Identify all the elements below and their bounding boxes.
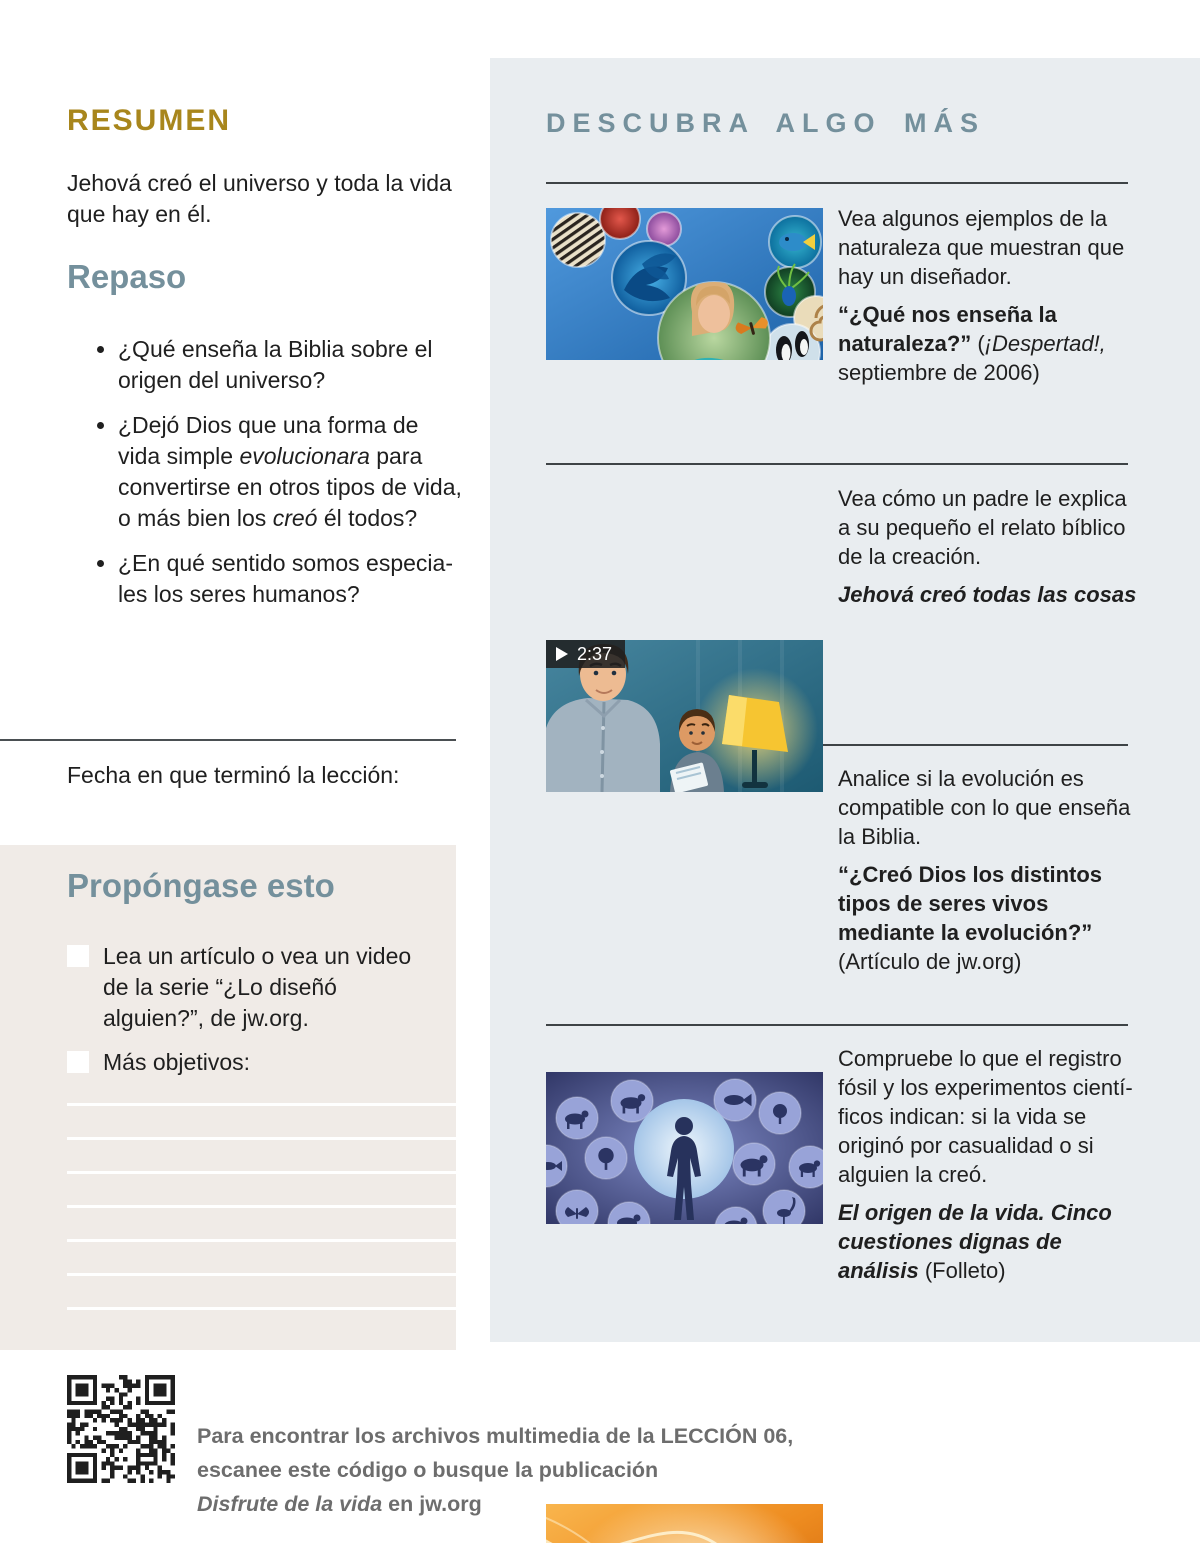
write-line[interactable] <box>67 1239 456 1242</box>
media-item-text <box>838 764 1140 985</box>
goals-heading: Propóngase esto <box>67 867 335 904</box>
media-title: El origen de la vida. Cinco cuestiones dignas de análisis (Folleto) <box>838 1200 1112 1283</box>
goal-label: Lea un artículo o vea un video de la serie “¿Lo diseñó alguien?”, de jw.org. <box>103 943 412 1031</box>
duration-badge <box>546 640 625 668</box>
repaso-item: • ¿En qué sentido somos especiales los seres humanos? <box>118 548 466 610</box>
media-item-text <box>838 1044 1140 1294</box>
discover-panel <box>490 58 1200 1342</box>
write-lines <box>67 1103 456 1341</box>
nature-thumbnail[interactable] <box>546 208 823 360</box>
discover-divider <box>546 182 1128 184</box>
qr-caption-line: Para encontrar los archivos multimedia de la LECCIÓN 06, <box>197 1424 794 1448</box>
summary-text: Jehová creó el universo y toda la vida que hay en él. <box>67 170 452 227</box>
repaso-list <box>67 334 466 624</box>
media-reference: “¿Qué nos enseña la naturaleza?” (¡Despertad!, septiembre de 2006) <box>838 302 1106 385</box>
write-line[interactable] <box>67 1137 456 1140</box>
media-desc: Compruebe lo que el registro fósil y los experimentos científicos indican: si la vida se originó por casualidad o si alguien la creó. <box>838 1046 1133 1187</box>
write-line[interactable] <box>67 1103 456 1106</box>
media-desc: Analice si la evolución es compatible con lo que enseña la Biblia. <box>838 766 1131 849</box>
repaso-item: • ¿Qué enseña la Biblia sobre el origen del universo? <box>118 334 466 396</box>
goals-panel <box>0 845 456 1350</box>
write-line[interactable] <box>67 1273 456 1276</box>
media-item-text <box>838 204 1140 396</box>
media-item-text <box>838 484 1140 618</box>
duration-label: 2:37 <box>577 643 613 664</box>
media-title: Jehová creó todas las cosas <box>838 582 1137 607</box>
video-thumbnail[interactable] <box>546 640 823 792</box>
fecha-label: Fecha en que terminó la lección: <box>67 762 400 788</box>
qr-caption-line: Disfrute de la vida en jw.org <box>197 1492 482 1516</box>
discover-divider <box>546 463 1128 465</box>
media-reference: “¿Creó Dios los distintos tipos de seres vivos mediante la evolución?” (Artículo de jw.org) <box>838 862 1103 974</box>
discover-divider <box>546 1024 1128 1026</box>
resumen-heading: RESUMEN <box>67 104 232 137</box>
qr-code <box>67 1375 175 1483</box>
media-desc: Vea algunos ejemplos de la naturaleza que muestran que hay un diseñador. <box>838 206 1125 289</box>
write-line[interactable] <box>67 1205 456 1208</box>
play-icon <box>556 647 568 661</box>
goal-checkbox[interactable] <box>67 945 89 967</box>
left-divider <box>0 739 456 741</box>
write-line[interactable] <box>67 1307 456 1310</box>
goal-checkbox[interactable] <box>67 1051 89 1073</box>
discover-heading: DESCUBRA ALGO MÁS <box>546 108 986 138</box>
goal-label: Más objetivos: <box>103 1049 251 1075</box>
repaso-heading: Repaso <box>67 258 187 295</box>
media-desc: Vea cómo un padre le explica a su pequeño el relato bíblico de la creación. <box>838 486 1127 569</box>
repaso-item: • ¿Dejó Dios que una forma de vida simple evolucionara para convertirse en otros tipos de vida, o más bien los creó él todos? <box>118 410 466 534</box>
write-line[interactable] <box>67 1171 456 1174</box>
evolution-thumbnail[interactable] <box>546 1072 823 1224</box>
qr-caption <box>197 1419 793 1521</box>
qr-caption-line: escanee este código o busque la publicación <box>197 1458 659 1482</box>
